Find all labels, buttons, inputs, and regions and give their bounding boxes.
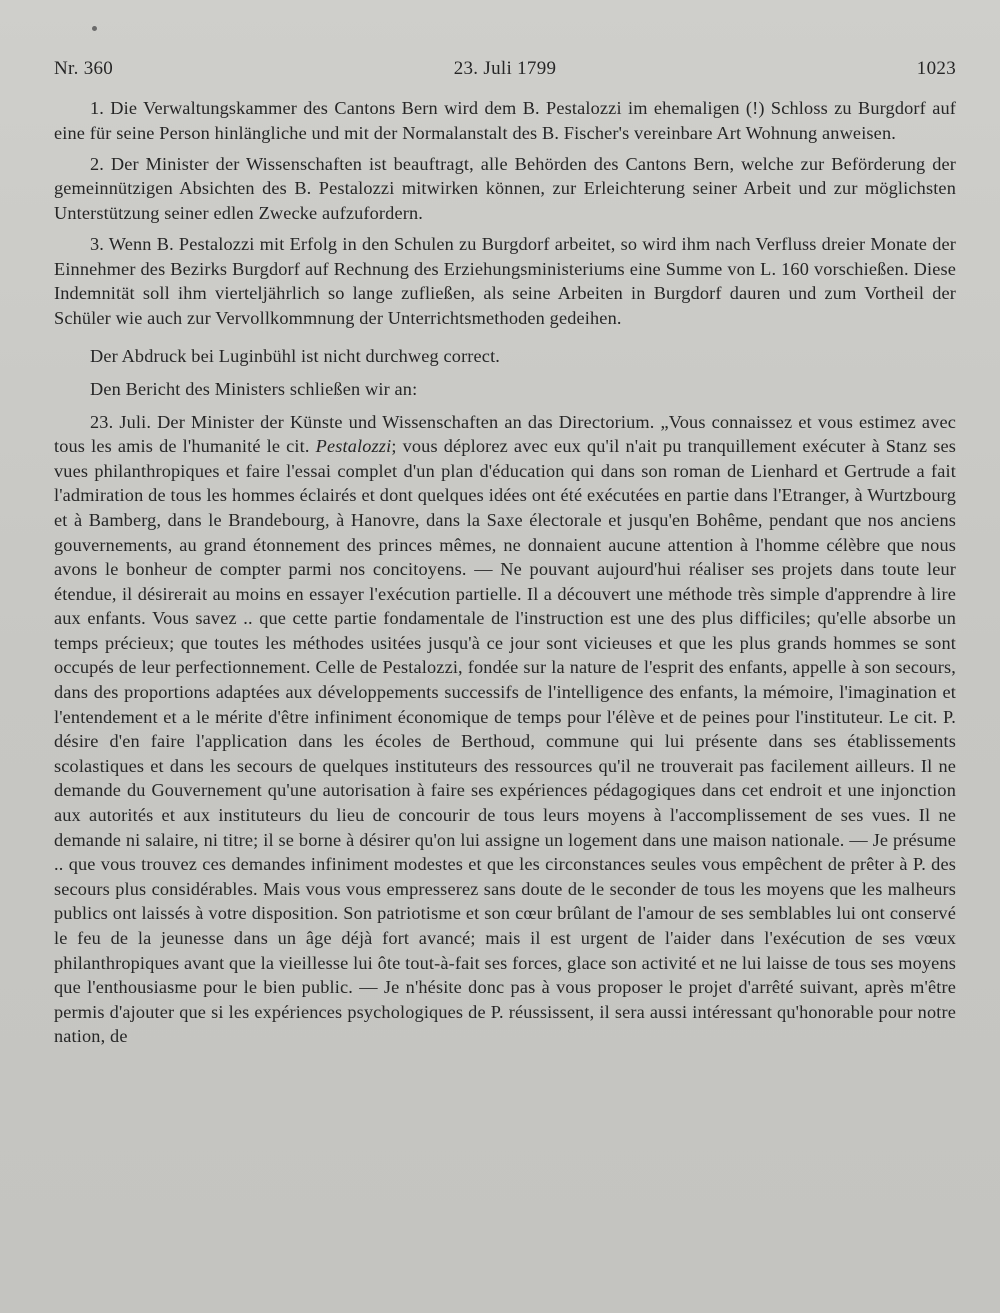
body-text bbox=[54, 96, 956, 1049]
ink-speck bbox=[92, 26, 97, 31]
page-number: 1023 bbox=[916, 58, 956, 79]
paragraph-2: 2. Der Minister der Wissenschaften ist beauftragt, alle Behörden des Cantons Bern, welche zur Beförderung der gemeinnützigen Absichten des B. Pestalozzi mitwirken können, zur Erleichterung seiner Arbeit und zur möglichsten Unterstützung seiner edlen Zwecke aufzufordern. bbox=[54, 153, 956, 223]
report-text-start: 23. Juli. Der Minister der Künste und Wissenschaften an das Directorium. „Vous connaissez et vous estimez avec tous les amis de l'humanité le cit. bbox=[54, 411, 956, 457]
document-number: Nr. 360 bbox=[54, 58, 114, 79]
paragraph-1: 1. Die Verwaltungskammer des Cantons Bern wird dem B. Pestalozzi im ehemaligen (!) Schloss zu Burgdorf auf eine für seine Person hinlängliche und mit der Normalanstalt des B. Fischer's vereinbare Art Wohnung anweisen. bbox=[54, 98, 956, 143]
running-header bbox=[54, 58, 956, 86]
editorial-note-1: Der Abdruck bei Luginbühl ist nicht durchweg correct. bbox=[90, 346, 501, 367]
report-text-rest: ; vous déplorez avec eux qu'il n'ait pu tranquillement exécuter à Stanz ses vues philanthropiques et faire l'essai complet d'un plan d'éducation qui dans son roman de Lienhard et Gertrude a fait l'admiration de tous les hommes éclairés et dont quelques idées ont été exécutées en partie dans l'Etranger, à Wurtzbourg et à Bamberg, dans le Brandebourg, à Hanovre, dans la Saxe électorale et jusqu'en Bohême, pendant que nos anciens gouvernements, au grand étonnement des princes mêmes, ne donnaient aucune attention à l'homme célèbre que nous avons le bonheur de compter parmi nos concitoyens. — Ne pouvant aujourd'hui réaliser ses projets dans toute leur étendue, il désirerait au moins en essayer l'exécution partielle. Il a découvert une méthode très simple d'apprendre à lire aux enfants. Vous savez .. que cette partie fondamentale de l'instruction est une des plus difficiles; qu'elle absorbe un temps précieux; que toutes les méthodes usitées jusqu'à ce jour sont vicieuses et que les plus grands hommes se sont occupés de leur perfectionnement. Celle de Pestalozzi, fondée sur la nature de l'esprit des enfants, appelle à son secours, dans des proportions adaptées aux développements successifs de l'intelligence des enfants, la mémoire, l'imagination et l'entendement et a le mérite d'être infiniment économique de temps pour l'élève et de peines pour l'instituteur. Le cit. P. désire d'en faire l'application dans les écoles de Berthoud, commune qui lui présente dans ses établissements scolastiques et dans les secours de quelques instituteurs des ressources qu'il ne trouverait pas facilement ailleurs. Il ne demande du Gouvernement qu'une autorisation à faire ses expériences pédagogiques dans cet endroit et une injonction aux autorités et aux instituteurs du lieu de concourir de tous leurs moyens à l'accomplissement de ses vues. Il ne demande ni salaire, ni titre; il se borne à désirer qu'on lui assigne un logement dans une maison nationale. — Je présume .. que vous trouvez ces demandes infiniment modestes et que les circonstances seules vous empêchent de prêter à P. des secours plus considérables. Mais vous vous empresserez sans doute de le seconder de tous les moyens que les malheurs publics ont laissés à votre disposition. Son patriotisme et son cœur brûlant de l'amour de ses semblables lui ont conservé le feu de la jeunesse dans un âge déjà fort avancé; mais il est urgent de l'aider dans l'exécution de ses vœux philanthropiques avant que la vieillesse lui ôte tout-à-fait ses forces, glace son activité et ne lui laisse de tous ses moyens que l'enthousiasme pour le bien public. — Je n'hésite donc pas à vous proposer le projet d'arrêté suivant, après m'être permis d'ajouter que si les expériences psychologiques de P. réussissent, il sera aussi intéressant qu'honorable pour notre nation, de bbox=[54, 436, 956, 1047]
report-name-italic: Pestalozzi bbox=[315, 436, 392, 457]
paragraph-3: 3. Wenn B. Pestalozzi mit Erfolg in den Schulen zu Burgdorf arbeitet, so wird ihm nach Verfluss dreier Monate der Einnehmer des Bezirks Burgdorf auf Rechnung des Erziehungsministeriums eine Summe von L. 160 vorschießen. Diese Indemnität soll ihm vierteljährlich so lange zufließen, als seine Arbeiten in Burgdorf dauren und zum Vortheil der Schüler wie auch zur Vervollkommnung der Unterrichtsmethoden gedeihen. bbox=[54, 233, 956, 328]
minister-report bbox=[54, 410, 956, 1049]
header-date: 23. Juli 1799 bbox=[453, 58, 557, 79]
editorial-note-2: Den Bericht des Ministers schließen wir an: bbox=[90, 378, 418, 399]
